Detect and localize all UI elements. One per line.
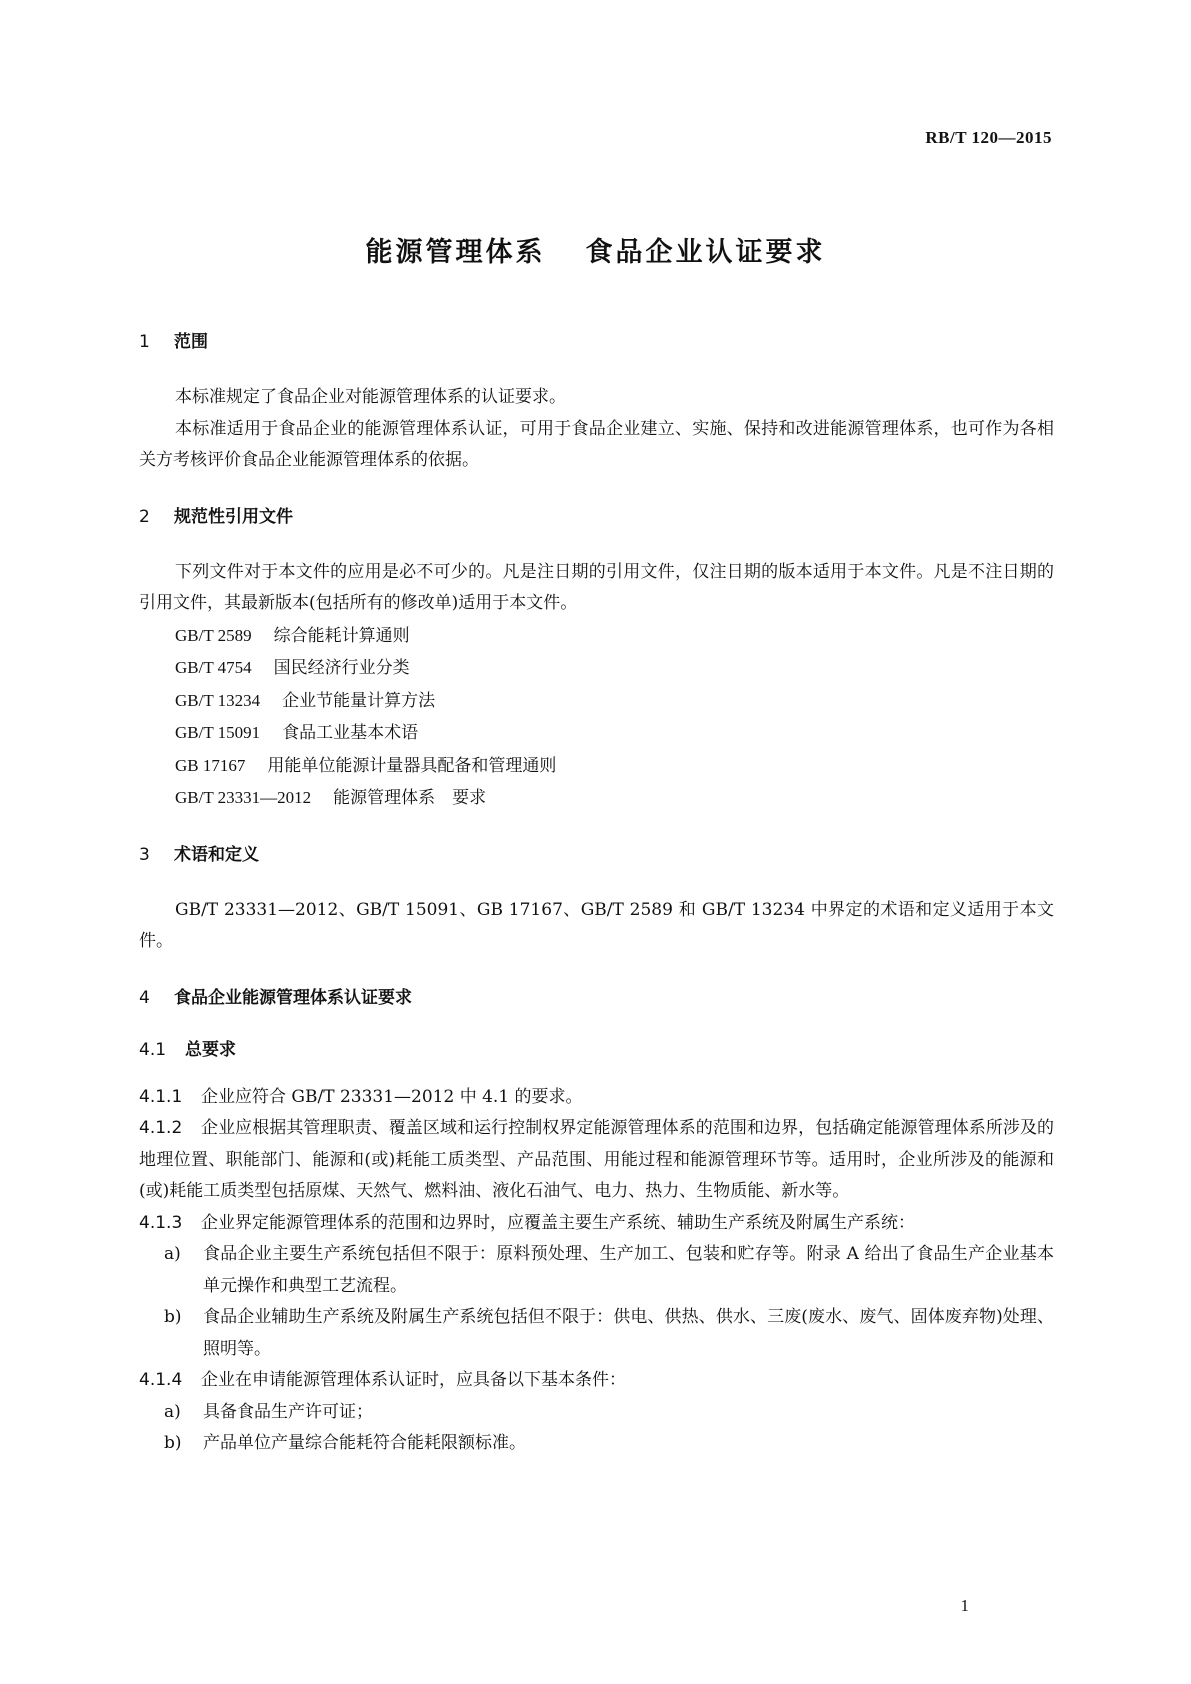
reference-name: 用能单位能源计量器具配备和管理通则 bbox=[267, 755, 557, 776]
clause-number: 4.1.3 bbox=[139, 1212, 183, 1233]
reference-item bbox=[139, 685, 1054, 718]
list-item-label: a) bbox=[164, 1244, 181, 1264]
reference-item bbox=[139, 620, 1054, 653]
subsection-heading-general bbox=[139, 1038, 1054, 1062]
section-heading-normative-references bbox=[139, 505, 1054, 529]
title-part-1: 能源管理体系 bbox=[365, 237, 546, 268]
reference-name: 企业节能量计算方法 bbox=[282, 690, 436, 711]
section-title: 术语和定义 bbox=[174, 844, 259, 865]
reference-code: GB/T 15091 bbox=[175, 723, 261, 742]
list-item bbox=[139, 1397, 1054, 1429]
clause-4-1-1 bbox=[139, 1082, 1054, 1114]
list-item-text: 食品企业辅助生产系统及附属生产系统包括但不限于：供电、供热、供水、三废(废水、废气、固体废弃物)处理、照明等。 bbox=[203, 1307, 1054, 1359]
document-title bbox=[0, 230, 1191, 269]
list-item-label: b) bbox=[164, 1433, 182, 1453]
clause-text: 企业界定能源管理体系的范围和边界时，应覆盖主要生产系统、辅助生产系统及附属生产系统： bbox=[201, 1212, 915, 1233]
clause-number: 4.1.4 bbox=[139, 1370, 183, 1390]
clause-text: 企业应根据其管理职责、覆盖区域和运行控制权界定能源管理体系的范围和边界，包括确定能源管理体系所涉及的地理位置、职能部门、能源和(或)耗能工质类型、产品范围、用能过程和能源管理环节等。适用时，企业所涉及的能源和(或)耗能工质类型包括原煤、天然气、燃料油、液化石油气、电力、热力、生物质能、新水等。 bbox=[139, 1118, 1054, 1201]
clause-number: 4.1.2 bbox=[139, 1118, 183, 1138]
clause-4-1-2 bbox=[139, 1113, 1054, 1208]
reference-name: 国民经济行业分类 bbox=[273, 658, 410, 678]
section-title: 规范性引用文件 bbox=[174, 506, 293, 527]
clause-number: 4.1.1 bbox=[139, 1086, 183, 1107]
reference-name: 食品工业基本术语 bbox=[282, 723, 419, 743]
section-heading-scope bbox=[139, 330, 1054, 354]
section-number: 1 bbox=[139, 332, 150, 352]
title-part-2: 食品企业认证要求 bbox=[585, 237, 826, 268]
reference-code: GB 17167 bbox=[175, 755, 246, 775]
paragraph: 本标准规定了食品企业对能源管理体系的认证要求。 bbox=[175, 387, 566, 407]
reference-code: GB/T 2589 bbox=[175, 625, 252, 645]
paragraph: 本标准适用于食品企业的能源管理体系认证，可用于食品企业建立、实施、保持和改进能源管理体系，也可作为各相关方考核评价食品企业能源管理体系的依据。 bbox=[139, 418, 1054, 470]
clause-4-1-4 bbox=[139, 1365, 1054, 1397]
list-item-text: 食品企业主要生产系统包括但不限于：原料预处理、生产加工、包装和贮存等。附录 A 给出了食品生产企业基本单元操作和典型工艺流程。 bbox=[203, 1244, 1054, 1296]
section-heading-terms bbox=[139, 843, 1054, 867]
reference-item bbox=[139, 717, 1054, 750]
list-item bbox=[139, 1302, 1054, 1365]
reference-item bbox=[139, 782, 1054, 815]
section-number: 2 bbox=[139, 506, 150, 527]
document-body bbox=[139, 330, 1054, 1460]
list-item-label: a) bbox=[164, 1401, 181, 1422]
reference-name: 能源管理体系 要求 bbox=[333, 788, 487, 808]
document-code: RB/T 120—2015 bbox=[925, 128, 1052, 147]
reference-item bbox=[139, 750, 1054, 783]
subsection-title: 总要求 bbox=[185, 1039, 236, 1060]
list-item-text: 产品单位产量综合能耗符合能耗限额标准。 bbox=[203, 1433, 526, 1453]
section-number: 4 bbox=[139, 987, 150, 1008]
reference-name: 综合能耗计算通则 bbox=[273, 625, 410, 646]
paragraph: 下列文件对于本文件的应用是必不可少的。凡是注日期的引用文件，仅注日期的版本适用于本文件。凡是不注日期的引用文件，其最新版本(包括所有的修改单)适用于本文件。 bbox=[139, 561, 1054, 613]
reference-item bbox=[139, 652, 1054, 685]
list-item-text: 具备食品生产许可证； bbox=[203, 1401, 373, 1422]
reference-code: GB/T 13234 bbox=[175, 690, 261, 710]
reference-code: GB/T 4754 bbox=[175, 658, 252, 677]
section-number: 3 bbox=[139, 844, 150, 865]
clause-text: 企业在申请能源管理体系认证时，应具备以下基本条件： bbox=[201, 1370, 626, 1390]
list-item bbox=[139, 1428, 1054, 1460]
section-title: 食品企业能源管理体系认证要求 bbox=[174, 987, 412, 1008]
list-item-label: b) bbox=[164, 1307, 182, 1327]
paragraph: GB/T 23331—2012、GB/T 15091、GB 17167、GB/T 2589 和 GB/T 13234 中界定的术语和定义适用于本文件。 bbox=[139, 899, 1054, 951]
clause-text: 企业应符合 GB/T 23331—2012 中 4.1 的要求。 bbox=[201, 1086, 583, 1107]
reference-code: GB/T 23331—2012 bbox=[175, 788, 312, 807]
section-title: 范围 bbox=[174, 332, 208, 352]
page-number: 1 bbox=[960, 1596, 969, 1615]
subsection-number: 4.1 bbox=[139, 1039, 167, 1060]
list-item bbox=[139, 1239, 1054, 1302]
section-heading-requirements bbox=[139, 986, 1054, 1010]
clause-4-1-3 bbox=[139, 1208, 1054, 1240]
